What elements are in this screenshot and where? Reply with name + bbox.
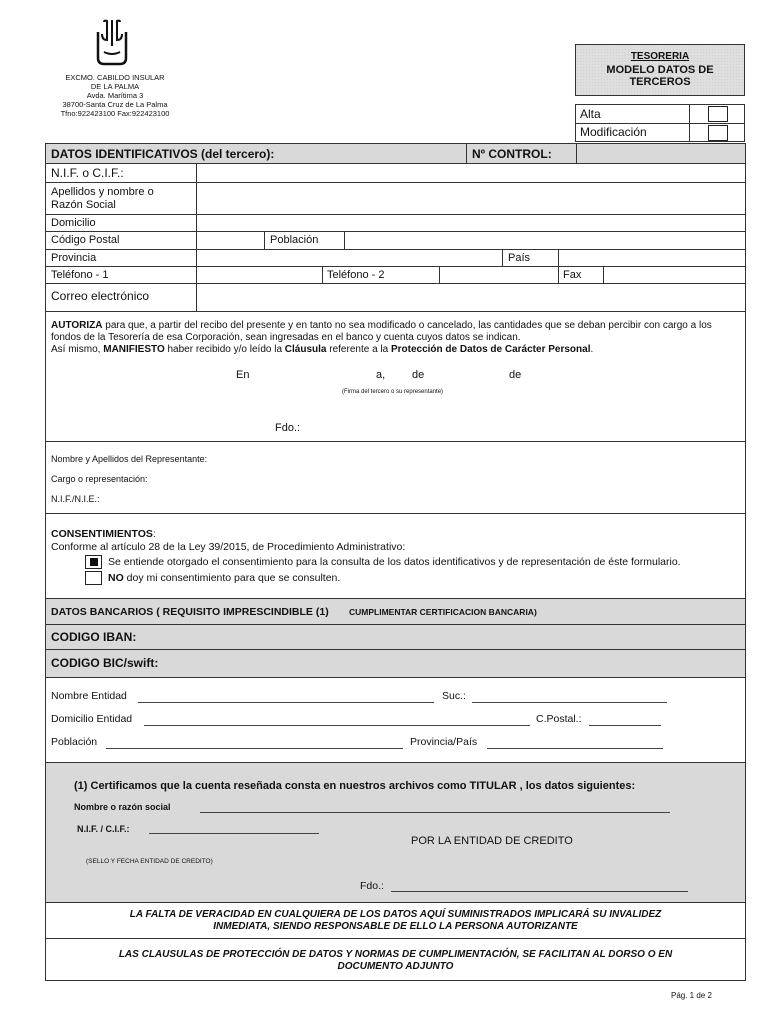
banco-title-small: CUMPLIMENTAR CERTIFICACION BANCARIA) (349, 607, 537, 617)
cert-section (45, 763, 746, 903)
cabildo-logo-icon (90, 18, 134, 66)
consent-law: Conforme al artículo 28 de la Ley 39/2015, de Procedimiento Administrativo: (51, 541, 406, 553)
cert-title: (1) Certificamos que la cuenta reseñada consta en nuestros archivos como TITULAR , los datos siguientes: (74, 780, 636, 792)
consent-no-text (108, 572, 340, 584)
correo-input[interactable] (197, 284, 745, 311)
modificacion-label: Modificación (580, 125, 647, 139)
warning-veracidad-2: INMEDIATA, SIENDO RESPONSABLE DE ELLO LA PERSONA AUTORIZANTE (213, 921, 578, 932)
consent-title: CONSENTIMIENTOS (51, 528, 153, 540)
autoriza-body: para que, a partir del recibo del presente y en tanto no sea modificado o cancelado, las cantidades que se deban percibir con cargo a los fondos de la Tesorería de esa Corporación, sean ingresadas en el banco y cuenta cuyos datos se indican. (51, 320, 712, 343)
provincia-banco-input[interactable] (487, 748, 663, 749)
consent-title-suffix: : (152, 528, 156, 540)
tesoreria-title: TESORERIA (630, 51, 690, 62)
poblacion-banco-label: Población (51, 736, 98, 748)
banco-header (45, 599, 746, 625)
tel2-label: Teléfono - 2 (327, 269, 385, 281)
modelo-title-2: TERCEROS (629, 76, 691, 88)
banco-title: DATOS BANCARIOS ( REQUISITO IMPRESCINDIBLE (1) (51, 606, 329, 618)
manifiesto-ref: referente a la (326, 344, 391, 355)
modificacion-checkbox[interactable] (708, 125, 728, 141)
consent-no-label: doy mi consentimiento para que se consulten. (123, 572, 341, 584)
iban-input[interactable] (146, 625, 744, 649)
tesoreria-box (575, 44, 745, 96)
poblacion-banco-input[interactable] (106, 748, 403, 749)
suc-label: Suc.: (442, 690, 466, 702)
cp-input[interactable] (197, 232, 263, 249)
provincia-label: Provincia (51, 252, 97, 264)
iban-label: CODIGO IBAN: (51, 630, 137, 644)
org-city: 38700-Santa Cruz de La Palma (62, 100, 168, 109)
firma-note: (Firma del tercero o su representante) (342, 389, 444, 395)
manifiesto-bold: MANIFIESTO (103, 344, 165, 355)
control-label: Nº CONTROL: (472, 147, 552, 161)
fax-input[interactable] (604, 267, 745, 283)
domicilio-label: Domicilio (51, 217, 96, 229)
nombre-label-1: Apellidos y nombre o (51, 186, 154, 198)
en-label: En (236, 369, 250, 381)
cert-fdo-label: Fdo.: (360, 880, 384, 892)
banco-details (45, 678, 746, 763)
ident-table (45, 164, 746, 312)
a-label: a, (376, 369, 386, 381)
cpostal-label: C.Postal.: (536, 713, 582, 725)
warning-clausulas (45, 939, 746, 981)
domicilio-input[interactable] (197, 215, 745, 231)
entidad-input[interactable] (138, 702, 434, 703)
tel1-input[interactable] (197, 267, 321, 283)
cert-nombre-label: Nombre o razón social (74, 802, 171, 812)
org-street: Avda. Marítima 3 (86, 91, 144, 100)
dom-entidad-input[interactable] (144, 725, 530, 726)
cp-label: Código Postal (51, 234, 120, 246)
cert-fdo-input[interactable] (391, 891, 688, 892)
warning-veracidad-1: LA FALTA DE VERACIDAD EN CUALQUIERA DE LOS DATOS AQUÍ SUMINISTRADOS IMPLICARÁ SU INVALIDEZ (129, 909, 662, 920)
page-number: Pág. 1 de 2 (671, 991, 712, 1000)
org-island: DE LA PALMA (90, 82, 140, 91)
warning-veracidad (45, 903, 746, 939)
nif-label: N.I.F. o C.I.F.: (51, 166, 124, 180)
nombre-input[interactable] (197, 183, 745, 214)
rep-cargo-label: Cargo o representación: (51, 474, 148, 484)
cert-sello-label: (SELLO Y FECHA ENTIDAD DE CREDITO) (86, 858, 213, 865)
bic-label: CODIGO BIC/swift: (51, 656, 159, 670)
fax-label: Fax (563, 269, 582, 281)
consent-yes-checkbox[interactable] (85, 555, 102, 569)
manifiesto-mid: haber recibido y/o leído la (164, 344, 285, 355)
consent-yes-label: Se entiende otorgado el consentimiento para la consulta de los datos identificativos y de representación de éste formulario. (108, 556, 681, 568)
bic-row (45, 650, 746, 678)
manifiesto-end: . (590, 344, 594, 355)
ident-header (45, 143, 746, 164)
org-name: EXCMO. CABILDO INSULAR (65, 73, 165, 82)
provincia-input[interactable] (197, 250, 501, 266)
alta-checkbox[interactable] (708, 106, 728, 122)
suc-input[interactable] (472, 702, 667, 703)
de-label-1: de (412, 369, 425, 381)
manifiesto-pre: Así mismo, (51, 344, 104, 355)
org-phone: Tfno:922423100 Fax:922423100 (60, 109, 170, 118)
consent-no-checkbox[interactable] (85, 571, 102, 585)
cert-entidad-label: POR LA ENTIDAD DE CREDITO (411, 835, 573, 847)
rep-nombre-label: Nombre y Apellidos del Representante: (51, 454, 208, 464)
dom-entidad-label: Domicilio Entidad (51, 713, 133, 725)
pais-label: País (508, 252, 531, 264)
consent-section (45, 514, 746, 599)
alta-mod-table (575, 104, 745, 142)
provincia-banco-label: Provincia/País (410, 736, 478, 748)
fdo-label: Fdo.: (275, 422, 301, 434)
cert-nombre-input[interactable] (200, 812, 670, 813)
rep-nif-label: N.I.F./N.I.E.: (51, 494, 100, 504)
representante-section (45, 442, 746, 514)
ident-title: DATOS IDENTIFICATIVOS (del tercero): (51, 147, 275, 161)
cert-nif-label: N.I.F. / C.I.F.: (77, 824, 130, 834)
consent-heading (51, 528, 156, 540)
bic-input[interactable] (176, 650, 744, 677)
pais-input[interactable] (559, 250, 745, 266)
warning-clausulas-2: DOCUMENTO ADJUNTO (337, 961, 454, 972)
clausula-bold: Cláusula (284, 344, 327, 355)
alta-label: Alta (580, 107, 601, 121)
cert-nif-input[interactable] (149, 833, 319, 834)
entidad-label: Nombre Entidad (51, 690, 127, 702)
poblacion-input[interactable] (345, 232, 745, 249)
autoriza-bold: AUTORIZA (51, 320, 103, 331)
nombre-label-2: Razón Social (51, 199, 116, 211)
poblacion-label: Población (270, 234, 319, 246)
autoriza-text (51, 320, 743, 356)
proteccion-bold: Protección de Datos de Carácter Personal (390, 344, 591, 355)
tel2-input[interactable] (440, 267, 557, 283)
de-label-2: de (509, 369, 522, 381)
modelo-title-1: MODELO DATOS DE (606, 64, 714, 76)
consent-no-bold: NO (108, 572, 124, 584)
nif-input[interactable] (197, 164, 745, 182)
tel1-label: Teléfono - 1 (51, 269, 109, 281)
org-address (40, 73, 190, 118)
warning-clausulas-1: LAS CLAUSULAS DE PROTECCIÓN DE DATOS Y NORMAS DE CUMPLIMENTACIÓN, SE FACILITAN AL DORSO O EN (118, 949, 673, 960)
cpostal-input[interactable] (589, 725, 661, 726)
autoriza-section (45, 312, 746, 442)
iban-row (45, 625, 746, 650)
correo-label: Correo electrónico (51, 289, 150, 303)
